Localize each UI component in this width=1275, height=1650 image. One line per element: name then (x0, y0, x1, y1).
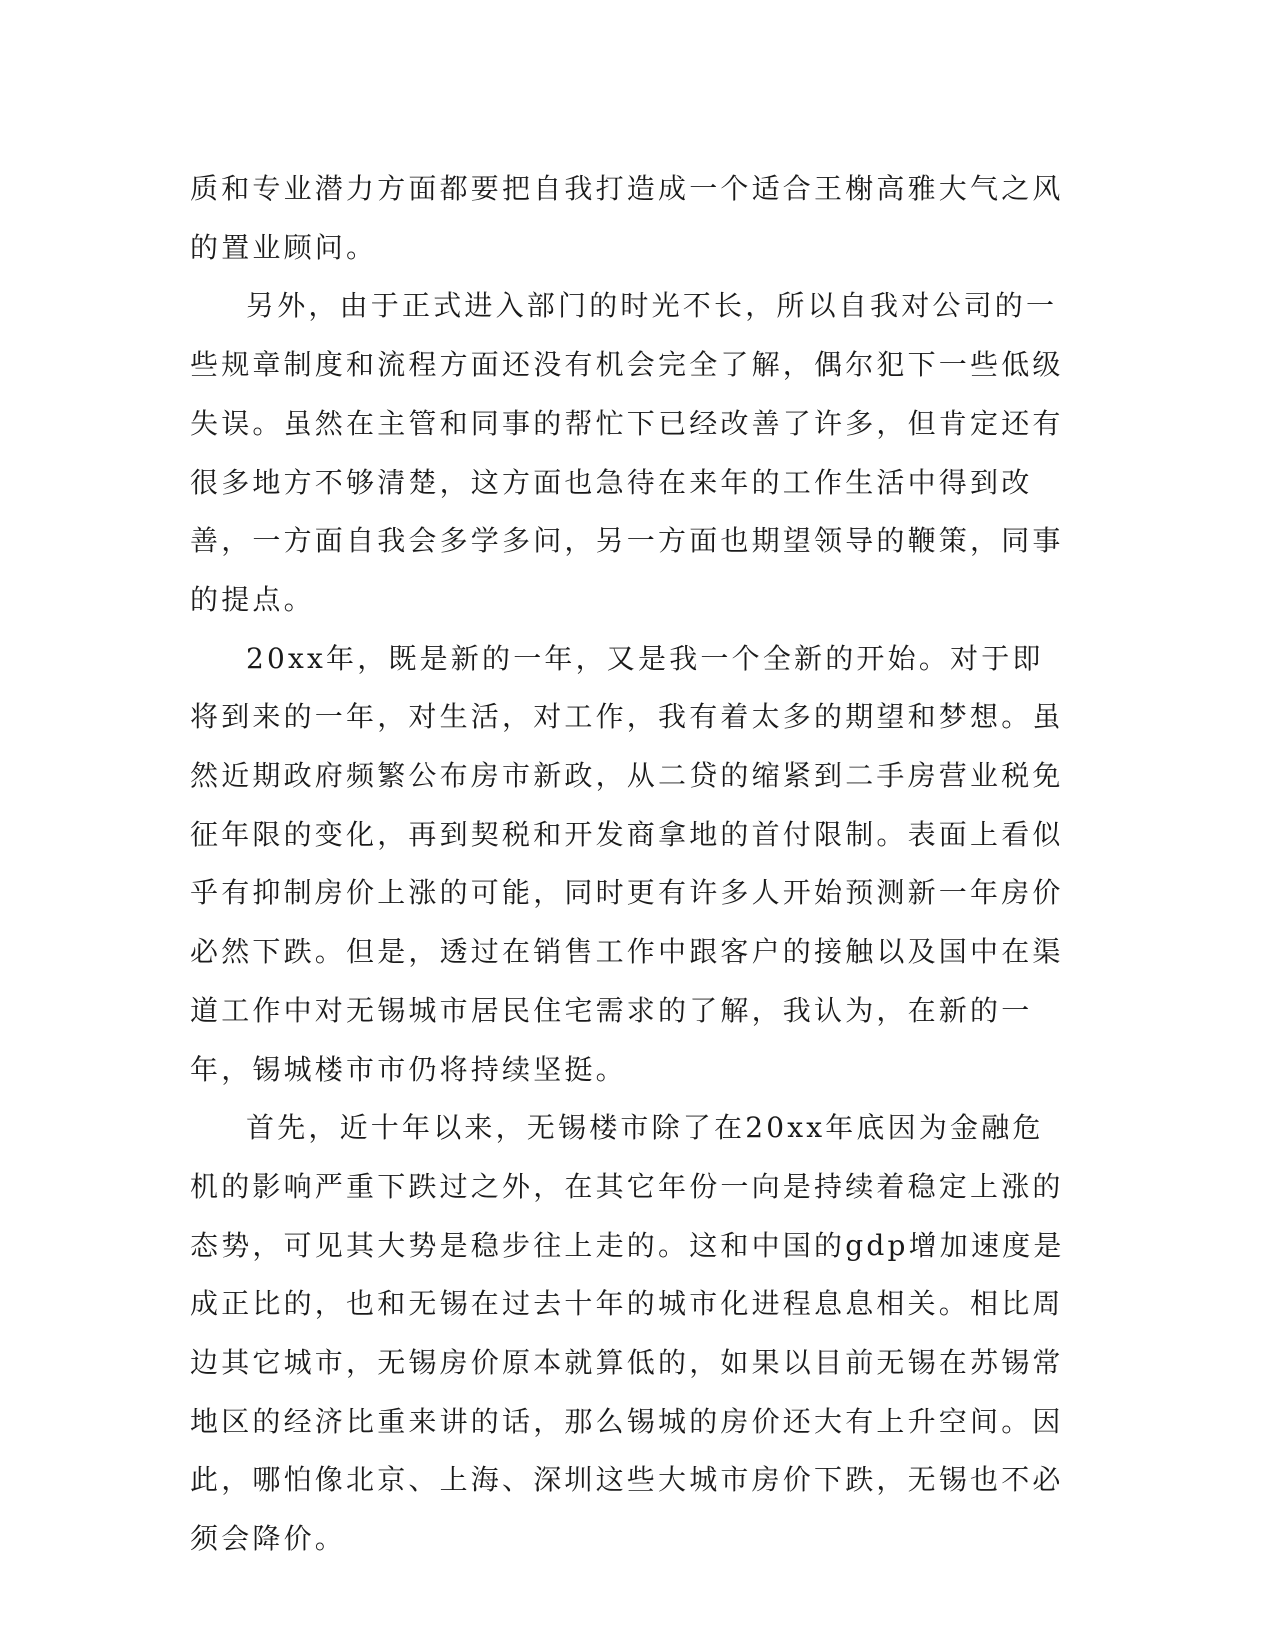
paragraph-new-year-outlook: 20xx年，既是新的一年，又是我一个全新的开始。对于即将到来的一年，对生活，对工作，我有着太多的期望和梦想。虽然近期政府频繁公布房市新政，从二贷的缩紧到二手房营业税免征年限的变化，再到契税和开发商拿地的首付限制。表面上看似乎有抑制房价上涨的可能，同时更有许多人开始预测新一年房价必然下跌。但是，透过在销售工作中跟客户的接触以及国中在渠道工作中对无锡城市居民住宅需求的了解，我认为，在新的一年，锡城楼市市仍将持续坚挺。 (190, 641, 1064, 1086)
paragraph-wuxi-market-analysis: 首先，近十年以来，无锡楼市除了在20xx年底因为金融危机的影响严重下跌过之外，在其它年份一向是持续着稳定上涨的态势，可见其大势是稳步往上走的。这和中国的gdp增加速度是成正比的，也和无锡在过去十年的城市化进程息息相关。相比周边其它城市，无锡房价原本就算低的，如果以目前无锡在苏锡常地区的经济比重来讲的话，那么锡城的房价还大有上升空间。因此，哪怕像北京、上海、深圳这些大城市房价下跌，无锡也不必须会降价。 (190, 1111, 1065, 1556)
paragraph-department-experience: 另外，由于正式进入部门的时光不长，所以自我对公司的一些规章制度和流程方面还没有机会完全了解，偶尔犯下一些低级失误。虽然在主管和同事的帮忙下已经改善了许多，但肯定还有很多地方不够清楚，这方面也急待在来年的工作生活中得到改善，一方面自我会多学多问，另一方面也期望领导的鞭策，同事的提点。 (190, 289, 1064, 616)
document-body (190, 160, 1070, 1569)
paragraph-continuation: 质和专业潜力方面都要把自我打造成一个适合王榭高雅大气之风的置业顾问。 (190, 172, 1064, 264)
